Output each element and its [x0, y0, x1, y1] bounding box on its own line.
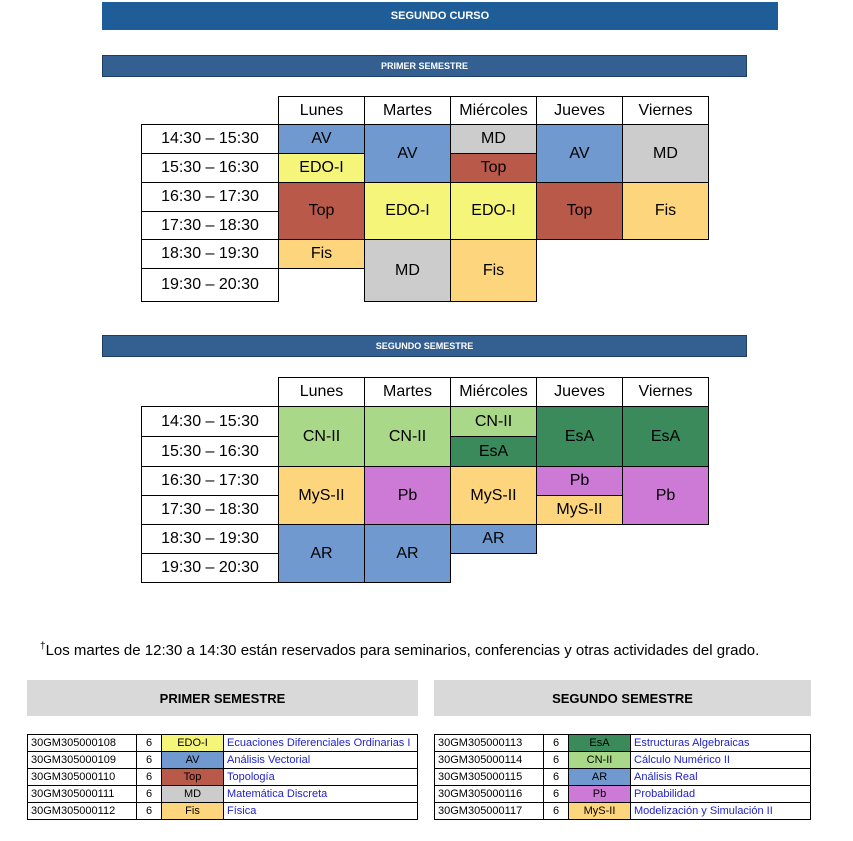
legend-row	[435, 752, 811, 769]
class-block-pb: Pb	[364, 466, 451, 525]
subject-code: 30GM305000111	[28, 786, 137, 803]
class-block-top: Top	[278, 182, 365, 240]
legend-row	[28, 803, 418, 820]
subject-code: 30GM305000117	[435, 803, 544, 820]
time-slot: 18:30 – 19:30	[141, 239, 279, 269]
day-header: Viernes	[622, 96, 709, 125]
subject-code: 30GM305000109	[28, 752, 137, 769]
time-slot: 16:30 – 17:30	[141, 182, 279, 212]
class-block-ar: AR	[278, 524, 365, 583]
subject-name: Ecuaciones Diferenciales Ordinarias I	[224, 735, 418, 752]
subject-credits: 6	[544, 752, 569, 769]
subject-abbr: AV	[162, 752, 224, 769]
subject-name: Modelización y Simulación II	[631, 803, 811, 820]
class-block-pb: Pb	[622, 466, 709, 525]
subject-credits: 6	[544, 769, 569, 786]
class-block-fis: Fis	[278, 239, 365, 269]
time-slot: 14:30 – 15:30	[141, 406, 279, 437]
class-block-ar: AR	[364, 524, 451, 583]
subject-abbr: AR	[569, 769, 631, 786]
class-block-mys-ii: MyS-II	[536, 495, 623, 525]
legend-row	[435, 803, 811, 820]
day-header: Lunes	[278, 96, 365, 125]
semester1-title: PRIMER SEMESTRE	[380, 61, 468, 71]
time-slot: 17:30 – 18:30	[141, 211, 279, 240]
legend1-table	[27, 734, 418, 820]
note-mark: †	[40, 641, 46, 652]
class-block-edo-i: EDO-I	[450, 182, 537, 240]
class-block-esa: EsA	[536, 406, 623, 467]
class-block-edo-i: EDO-I	[278, 153, 365, 183]
time-slot: 17:30 – 18:30	[141, 495, 279, 525]
subject-name: Topología	[224, 769, 418, 786]
time-slot: 15:30 – 16:30	[141, 436, 279, 467]
subject-name: Estructuras Algebraicas	[631, 735, 811, 752]
subject-name: Análisis Vectorial	[224, 752, 418, 769]
subject-credits: 6	[137, 786, 162, 803]
legend1-title: PRIMER SEMESTRE	[159, 690, 286, 706]
subject-abbr: Pb	[569, 786, 631, 803]
subject-code: 30GM305000110	[28, 769, 137, 786]
time-slot: 16:30 – 17:30	[141, 466, 279, 496]
class-block-esa: EsA	[450, 436, 537, 467]
class-block-cn-ii: CN-II	[278, 406, 365, 467]
subject-name: Probabilidad	[631, 786, 811, 803]
class-block-md: MD	[450, 124, 537, 154]
subject-credits: 6	[137, 752, 162, 769]
schedule-note	[40, 641, 759, 659]
class-block-av: AV	[278, 124, 365, 154]
subject-credits: 6	[137, 803, 162, 820]
subject-code: 30GM305000113	[435, 735, 544, 752]
legend-row	[28, 786, 418, 803]
class-block-md: MD	[622, 124, 709, 183]
subject-credits: 6	[137, 769, 162, 786]
class-block-edo-i: EDO-I	[364, 182, 451, 240]
subject-code: 30GM305000108	[28, 735, 137, 752]
subject-code: 30GM305000114	[435, 752, 544, 769]
legend-row	[435, 769, 811, 786]
class-block-mys-ii: MyS-II	[450, 466, 537, 525]
legend-row	[435, 735, 811, 752]
class-block-top: Top	[450, 153, 537, 183]
subject-abbr: MyS-II	[569, 803, 631, 820]
class-block-mys-ii: MyS-II	[278, 466, 365, 525]
class-block-ar: AR	[450, 524, 537, 554]
subject-abbr: CN-II	[569, 752, 631, 769]
legend1-header	[27, 680, 418, 716]
subject-name: Matemática Discreta	[224, 786, 418, 803]
time-slot: 19:30 – 20:30	[141, 553, 279, 583]
subject-credits: 6	[544, 786, 569, 803]
class-block-cn-ii: CN-II	[364, 406, 451, 467]
class-block-pb: Pb	[536, 466, 623, 496]
legend-row	[28, 735, 418, 752]
subject-abbr: EsA	[569, 735, 631, 752]
class-block-md: MD	[364, 239, 451, 302]
legend2-header	[434, 680, 811, 716]
class-block-top: Top	[536, 182, 623, 240]
time-slot: 15:30 – 16:30	[141, 153, 279, 183]
day-header: Jueves	[536, 96, 623, 125]
subject-abbr: EDO-I	[162, 735, 224, 752]
day-header: Miércoles	[450, 96, 537, 125]
day-header: Viernes	[622, 377, 709, 407]
class-block-cn-ii: CN-II	[450, 406, 537, 437]
day-header: Martes	[364, 377, 451, 407]
subject-code: 30GM305000112	[28, 803, 137, 820]
legend2-table	[434, 734, 811, 820]
subject-credits: 6	[544, 735, 569, 752]
day-header: Lunes	[278, 377, 365, 407]
day-header: Miércoles	[450, 377, 537, 407]
class-block-esa: EsA	[622, 406, 709, 467]
legend2-title: SEGUNDO SEMESTRE	[552, 690, 693, 706]
legend-row	[435, 786, 811, 803]
class-block-fis: Fis	[622, 182, 709, 240]
time-slot: 18:30 – 19:30	[141, 524, 279, 554]
class-block-av: AV	[536, 124, 623, 183]
class-block-av: AV	[364, 124, 451, 183]
subject-abbr: Top	[162, 769, 224, 786]
subject-credits: 6	[137, 735, 162, 752]
day-header: Martes	[364, 96, 451, 125]
subject-abbr: Fis	[162, 803, 224, 820]
legend-row	[28, 752, 418, 769]
day-header: Jueves	[536, 377, 623, 407]
class-block-fis: Fis	[450, 239, 537, 302]
subject-code: 30GM305000116	[435, 786, 544, 803]
subject-name: Análisis Real	[631, 769, 811, 786]
legend-row	[28, 769, 418, 786]
time-slot: 19:30 – 20:30	[141, 268, 279, 302]
subject-name: Física	[224, 803, 418, 820]
course-title: SEGUNDO CURSO	[390, 10, 490, 22]
time-slot: 14:30 – 15:30	[141, 124, 279, 154]
subject-name: Cálculo Numérico II	[631, 752, 811, 769]
note-text: Los martes de 12:30 a 14:30 están reservados para seminarios, conferencias y otras actividades del grado.	[45, 642, 760, 659]
subject-code: 30GM305000115	[435, 769, 544, 786]
subject-abbr: MD	[162, 786, 224, 803]
subject-credits: 6	[544, 803, 569, 820]
semester2-title: SEGUNDO SEMESTRE	[375, 341, 474, 351]
